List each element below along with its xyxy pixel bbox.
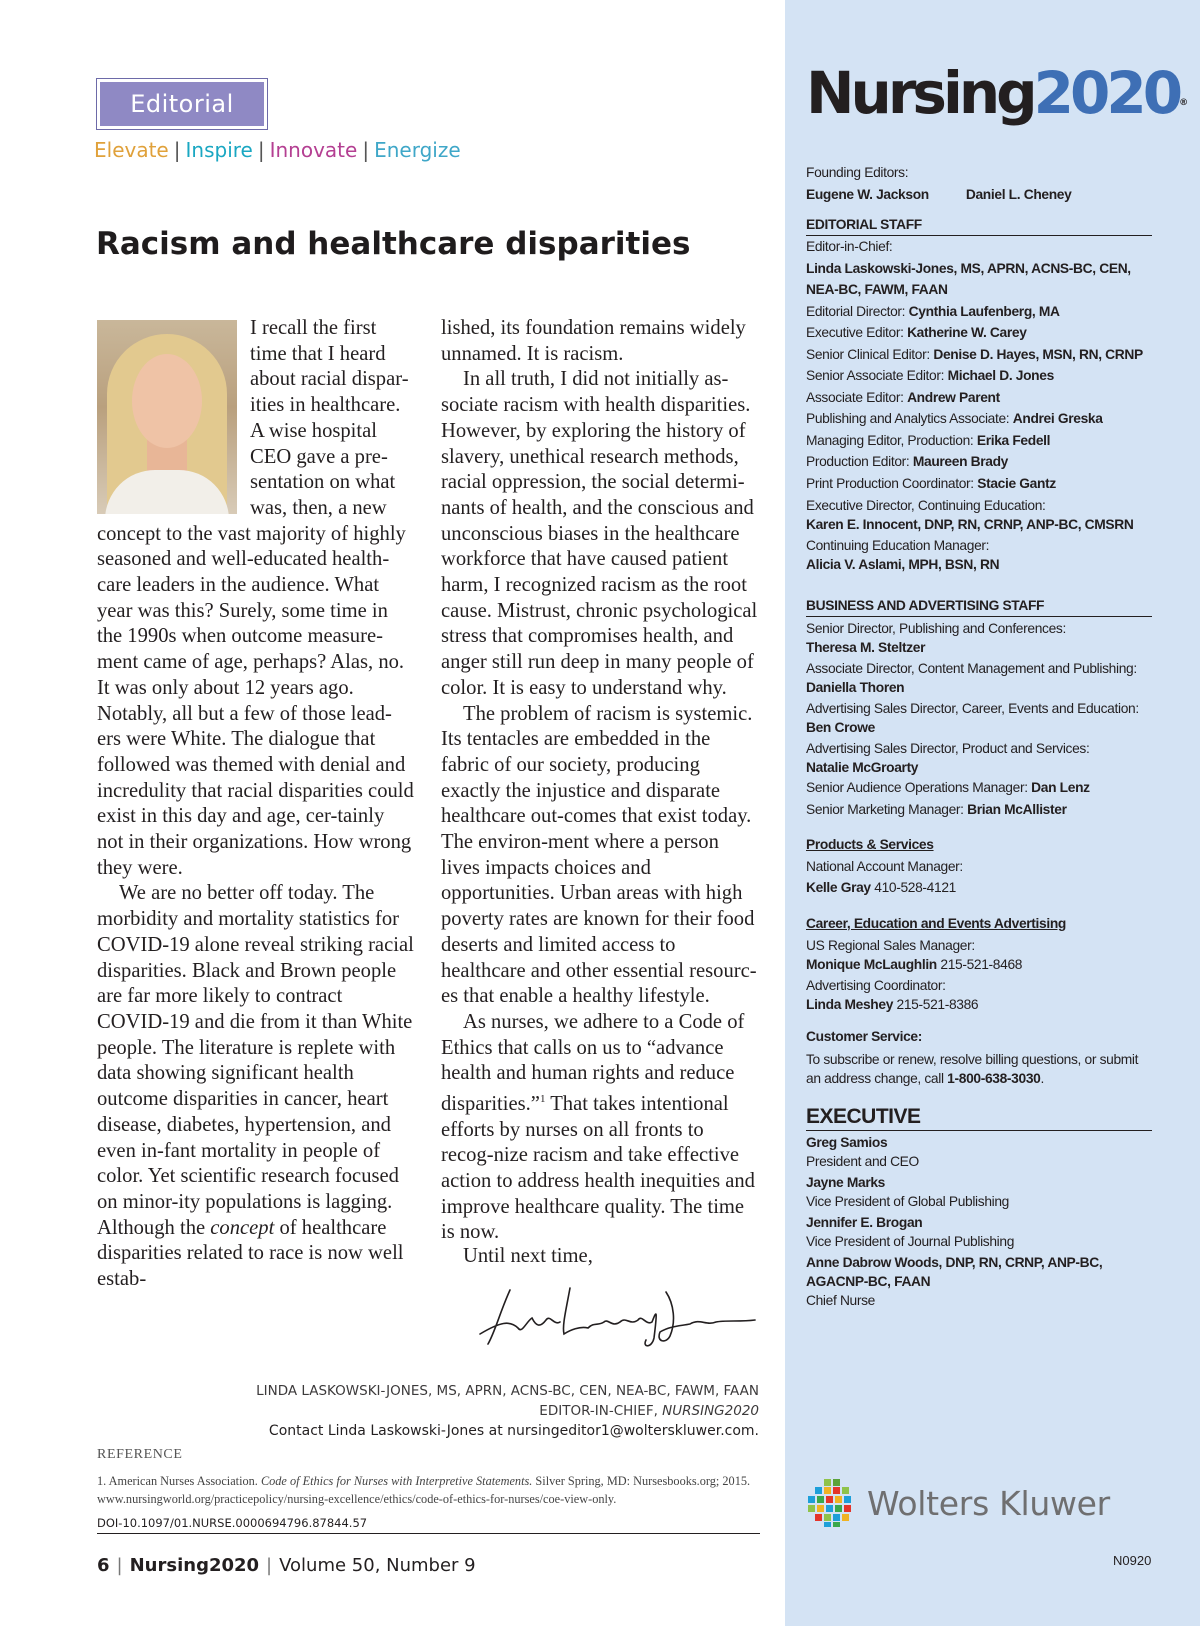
paragraph-text: concept to the vast majority of highly seasoned and well-educated health-care leaders in the audience. What year was this? Surely, some time in the 1990s when outcome measure-ment came of age, perhaps? Alas, no. It was only about 12 years ago. Notably, all but a few of those lead-ers were White. The dialogue that followed was themed with denial and incredulity that racial disparities could exist in this day and age, cer-tainly not in their organizations. How wrong they were. [97, 522, 414, 879]
reference-text: 1. American Nurses Association. [97, 1474, 261, 1488]
tagline-word-energize: Energize [374, 138, 461, 162]
article-column-1 [97, 316, 415, 1293]
wolters-kluwer-logo [807, 1478, 1110, 1528]
article-paragraph: In all truth, I did not initially as-sociate racism with health disparities. However, by exploring the history of slavery, unethical research methods, racial oppression, the social determi-nants of health, and the conscious and unconscious biases in the healthcare workforce that have caused patient harm, I recognized racism as the root cause. Mistrust, chronic psychological stress that compromises health, and anger still run deep in many people of color. It is easy to understand why. [441, 368, 758, 699]
staff-name: Brian McAllister [967, 801, 1067, 817]
article-paragraph [97, 881, 415, 1292]
staff-name: Andrei Greska [1012, 411, 1103, 426]
staff-role: Senior Associate Editor: [806, 368, 945, 383]
customer-service-phone: 1-800-638-3030 [947, 1070, 1041, 1086]
contact-phone: 410-528-4121 [874, 880, 956, 895]
editorial-tag [96, 78, 268, 130]
staff-name-row [806, 515, 1152, 534]
staff-role: Senior Clinical Editor: [806, 346, 930, 362]
masthead-sidebar [785, 0, 1200, 1626]
staff-role: Senior Marketing Manager: [806, 801, 964, 817]
staff-row [806, 451, 1152, 473]
staff-role: Advertising Sales Director, Career, Events and Education: [806, 701, 1139, 716]
staff-name: Monique McLaughlin [806, 957, 937, 972]
staff-name: Linda Meshey [806, 997, 894, 1012]
executive-title: Vice President of Journal Publishing [806, 1233, 1015, 1249]
wrap-line: CEO gave a pre- [250, 445, 388, 468]
article-paragraph: lished, its foundation remains widely unnamed. It is racism. [441, 317, 746, 365]
reference-heading: REFERENCE [97, 1447, 183, 1462]
tagline [94, 138, 461, 162]
tagline-word-elevate: Elevate [94, 138, 169, 162]
staff-row [806, 387, 1152, 409]
staff-name: Natalie McGroarty [806, 760, 919, 775]
staff-name: Cynthia Laufenberg, MA [908, 303, 1060, 319]
article-paragraph: The problem of racism is systemic. Its tentacles are embedded in the fabric of our society, producing exactly the injustice and disparate healthcare out-comes that exist today. The environ-ment where a person lives impacts choices and opportunities. Urban areas with high poverty rates are known for their food deserts and limited access to healthcare and other essential resourc-es that enable a healthy lifestyle. [441, 702, 757, 1008]
customer-service-body: To subscribe or renew, resolve billing questions, or submit an address change, call [806, 1051, 1139, 1086]
customer-service-end: . [1040, 1070, 1044, 1086]
byline-contact: Contact Linda Laskowski-Jones at nursingeditor1@wolterskluwer.com. [268, 1423, 759, 1439]
staff-name: Karen E. Innocent, DNP, RN, CRNP, ANP-BC, CMSRN [806, 517, 1134, 532]
paragraph-text: That takes intentional efforts by nurses on all fronts to recog-nize racism and take effective action to address health inequities and improve healthcare quality. The time is now. [441, 1092, 755, 1244]
staff-role: Associate Editor: [806, 389, 904, 405]
closing-line: Until next time, [463, 1245, 593, 1267]
contact-name: Kelle Gray [806, 880, 871, 895]
wrap-line: about racial dispar- [250, 368, 409, 391]
executive-name: Anne Dabrow Woods, DNP, RN, CRNP, ANP-BC, AGACNP-BC, FAAN [806, 1254, 1103, 1289]
wrap-line: time that I heard [250, 342, 386, 365]
reference-entry [97, 1472, 763, 1508]
staff-row [806, 430, 1152, 452]
logo-year: 2020 [1033, 59, 1180, 127]
executive-title: President and CEO [806, 1153, 919, 1169]
paragraph-text: We are no better off today. The morbidity and mortality statistics for COVID-19 alone reveal striking racial disparities. Black and Brown people are far more likely to contract COVID-19 and die from it than White people. The literature is replete with data showing significant health outcome disparities in cancer, heart disease, diabetes, hypertension, and even in-fant mortality in people of color. Yet scientific research focused on minor-ity populations is lagging. Although [97, 882, 414, 1239]
staff-row [806, 473, 1152, 495]
paragraph-text: the [179, 1216, 211, 1239]
staff-name: Dan Lenz [1031, 780, 1090, 795]
eic-name: Linda Laskowski-Jones, MS, APRN, ACNS-BC, CEN, NEA-BC, FAWM, FAAN [806, 260, 1131, 297]
career-heading: Career, Education and Events Advertising [806, 915, 1066, 931]
staff-name: Theresa M. Steltzer [806, 640, 926, 655]
staff-role: Senior Audience Operations Manager: [806, 780, 1028, 795]
editorial-staff-heading: EDITORIAL STAFF [806, 215, 1152, 236]
founding-editor: Daniel L. Cheney [965, 186, 1072, 202]
staff-role: Print Production Coordinator: [806, 475, 974, 491]
staff-role: Editorial Director: [806, 303, 906, 319]
staff-name-row [806, 758, 1152, 777]
staff-name-row [806, 995, 1152, 1014]
customer-service-heading: Customer Service: [806, 1029, 922, 1044]
publisher-name: Wolters Kluwer [867, 1483, 1110, 1523]
tagline-separator: | [173, 138, 181, 162]
page-footer [97, 1555, 476, 1576]
eic-label: Editor-in-Chief: [806, 239, 893, 254]
products-heading: Products & Services [806, 837, 934, 852]
wrap-line: A wise hospital [250, 419, 377, 442]
staff-role: Advertising Coordinator: [806, 978, 946, 993]
wrap-line: I recall the first [250, 317, 377, 339]
author-byline [256, 1381, 759, 1441]
staff-name: Erika Fedell [976, 432, 1051, 448]
staff-name: Ben Crowe [806, 720, 875, 735]
page-number: 6 [97, 1555, 110, 1576]
staff-name: Andrew Parent [907, 389, 1000, 405]
founding-editor: Eugene W. Jackson [806, 186, 929, 202]
wrap-line: was, then, a new [250, 496, 387, 519]
editorial-tag-label: Editorial [100, 82, 264, 126]
issue-code: N0920 [1113, 1553, 1152, 1568]
staff-role: Managing Editor, Production: [806, 432, 974, 448]
reference-title: Code of Ethics for Nurses with Interpretive Statements. [260, 1474, 533, 1488]
footnote-marker: 1 [539, 1093, 546, 1106]
footer-separator: | [116, 1555, 123, 1576]
staff-role: Senior Director, Publishing and Conferences: [806, 621, 1066, 636]
staff-row [806, 408, 1152, 430]
staff-row [806, 301, 1152, 323]
doi: DOI-10.1097/01.NURSE.0000694796.87844.57 [97, 1516, 760, 1534]
founding-label: Founding Editors: [806, 165, 909, 180]
staff-role: Continuing Education Manager: [806, 538, 990, 553]
article-column-2 [441, 316, 759, 1246]
masthead [806, 162, 1152, 1310]
staff-name-row [806, 638, 1152, 657]
footer-separator: | [266, 1555, 273, 1576]
wrap-line: ities in healthcare. [250, 394, 401, 417]
tagline-separator: | [257, 138, 265, 162]
staff-name: Denise D. Hayes, MSN, RN, CRNP [933, 346, 1143, 362]
staff-name-row [806, 955, 1152, 974]
executive-name: Jayne Marks [806, 1174, 885, 1190]
paragraph-text: of healthcare disparities related to race is now well estab- [97, 1216, 404, 1291]
contact-phone: 215-521-8386 [896, 997, 979, 1012]
staff-role: Publishing and Analytics Associate: [806, 411, 1010, 426]
contact-phone: 215-521-8468 [940, 957, 1023, 972]
reference-text: Silver Spring, MD: Nursesbooks.org; 2015. www.nursingworld.org/practicepolicy/nursing-excellence/ethics/code-of-ethics-for-nurses/coe-view-only. [97, 1474, 751, 1506]
tagline-word-inspire: Inspire [185, 138, 253, 162]
logo-word: Nursing [806, 59, 1034, 127]
executive-title: Chief Nurse [806, 1292, 875, 1308]
executive-heading: EXECUTIVE [806, 1104, 1152, 1131]
footer-issue: Volume 50, Number 9 [279, 1555, 476, 1576]
staff-role: Executive Editor: [806, 325, 904, 340]
staff-row [806, 365, 1152, 387]
founding-names [806, 184, 1152, 206]
staff-role: Executive Director, Continuing Education: [806, 498, 1046, 513]
footer-journal: Nursing2020 [129, 1555, 260, 1576]
staff-role: Advertising Sales Director, Product and Services: [806, 741, 1090, 756]
tagline-separator: | [362, 138, 370, 162]
nursing2020-logo [806, 58, 1188, 128]
wrap-line: sentation on what [250, 471, 396, 494]
staff-row [806, 777, 1152, 799]
article-paragraph [441, 1010, 759, 1246]
staff-name: Daniella Thoren [806, 680, 905, 695]
business-staff-heading: BUSINESS AND ADVERTISING STAFF [806, 596, 1152, 617]
byline-name: LINDA LASKOWSKI-JONES, MS, APRN, ACNS-BC, CEN, NEA-BC, FAWM, FAAN [256, 1383, 759, 1399]
staff-role: US Regional Sales Manager: [806, 938, 975, 953]
staff-name: Katherine W. Carey [907, 325, 1027, 340]
staff-role: Production Editor: [806, 454, 910, 469]
article-title: Racism and healthcare disparities [96, 226, 691, 262]
staff-row [806, 322, 1152, 344]
byline-role-prefix: EDITOR-IN-CHIEF, [539, 1403, 663, 1419]
executive-title: Vice President of Global Publishing [806, 1193, 1010, 1209]
emphasis-text: concept [210, 1216, 275, 1239]
staff-name-row [806, 555, 1152, 574]
byline-role-journal: NURSING2020 [662, 1403, 759, 1419]
staff-row [806, 344, 1152, 366]
paragraph-text: As nurses, we adhere to a Code of Ethics that calls on us to “advance health and human rights and reduce disparities.” [441, 1010, 745, 1115]
staff-name-row [806, 718, 1152, 737]
wolters-kluwer-mark-icon [807, 1478, 857, 1528]
customer-service-text [806, 1050, 1152, 1088]
staff-name: Alicia V. Aslami, MPH, BSN, RN [806, 557, 1000, 572]
products-contact [806, 877, 1152, 899]
tagline-word-innovate: Innovate [269, 138, 358, 162]
executive-name: Greg Samios [806, 1134, 888, 1150]
signature-image [470, 1282, 760, 1354]
staff-name: Michael D. Jones [947, 368, 1054, 383]
byline-role [256, 1401, 759, 1421]
article-paragraph [97, 316, 415, 881]
executive-name: Jennifer E. Brogan [806, 1214, 923, 1230]
staff-name: Maureen Brady [912, 454, 1008, 469]
staff-row [806, 799, 1152, 821]
staff-role: Associate Director, Content Management and Publishing: [806, 661, 1137, 676]
staff-name: Stacie Gantz [977, 475, 1056, 491]
registered-mark: ® [1179, 98, 1189, 108]
products-role: National Account Manager: [806, 858, 963, 874]
staff-name-row [806, 678, 1152, 697]
